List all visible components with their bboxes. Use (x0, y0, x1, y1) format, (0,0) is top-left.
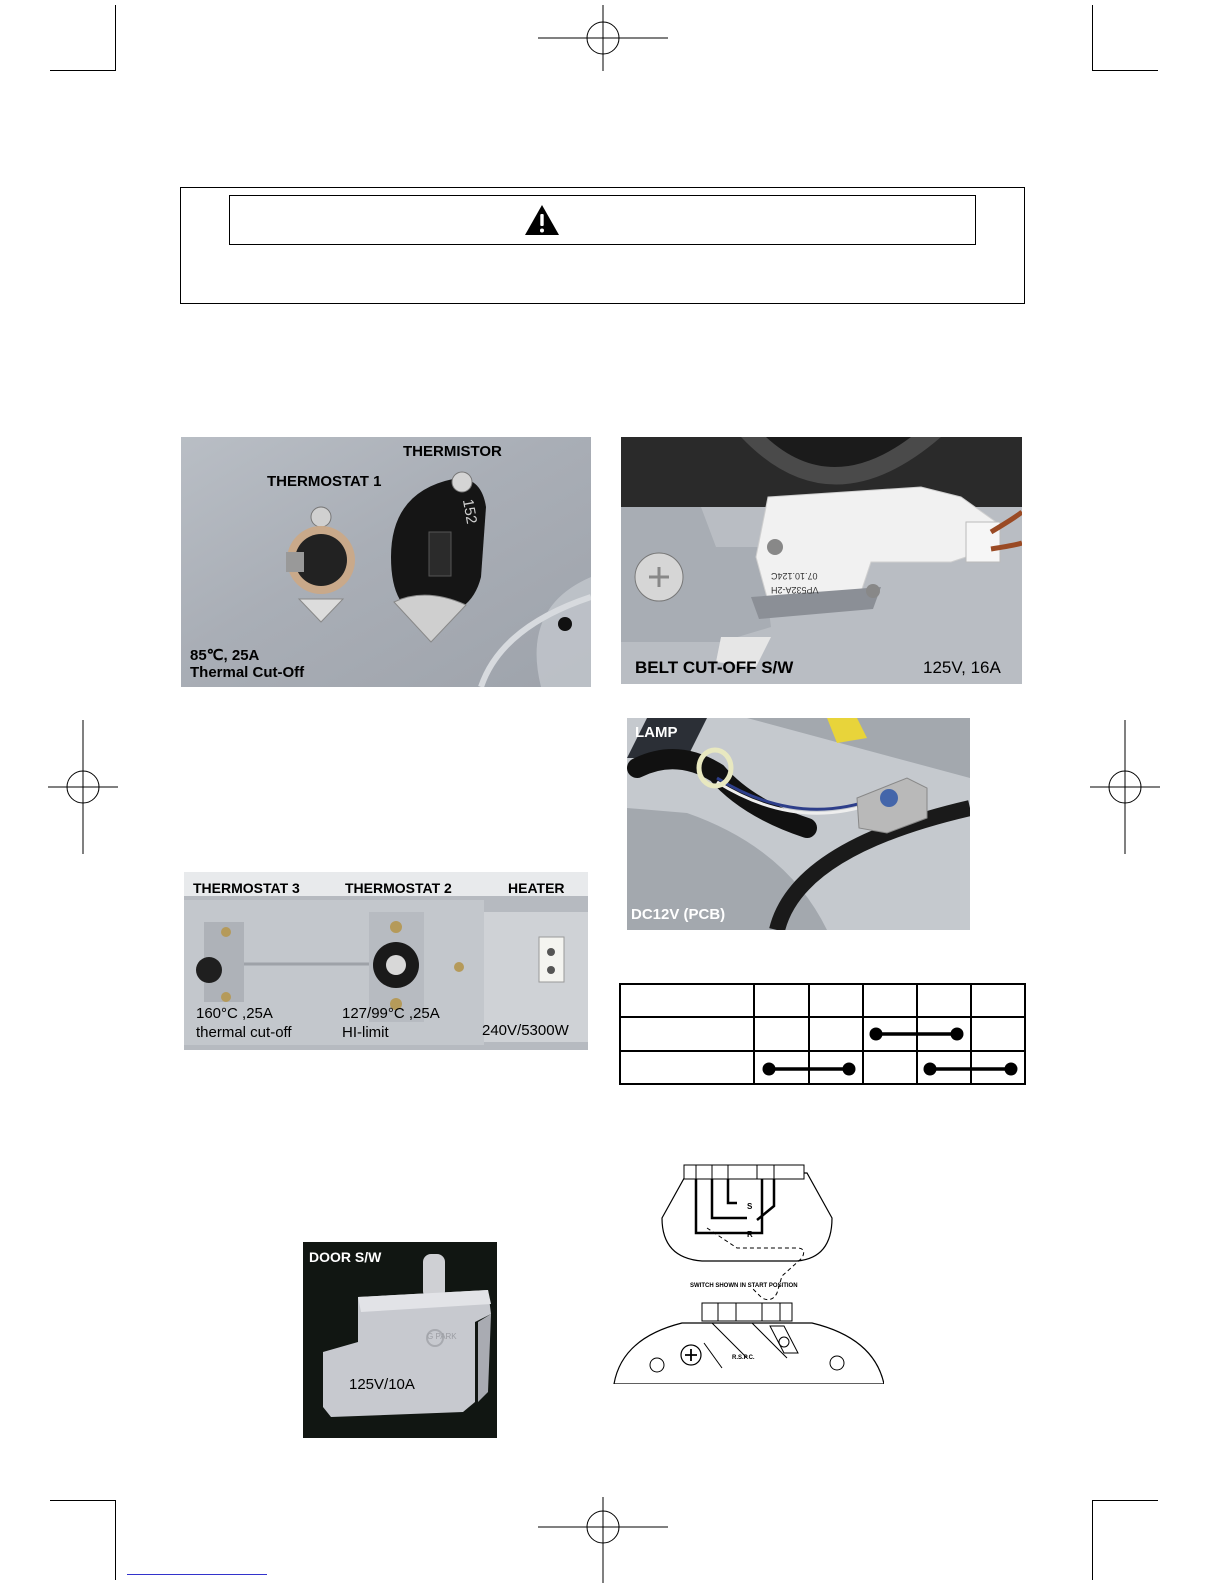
registration-mark-right (1090, 720, 1160, 854)
warning-box (180, 187, 1025, 304)
lamp-photo (627, 718, 970, 930)
heater-photo (184, 872, 588, 1050)
belt-switch-photo (621, 437, 1022, 684)
motor-diagram-rspc-label: R.S.P.C. (732, 1355, 755, 1361)
thermostat2-desc: HI-limit (342, 1024, 389, 1041)
heater-rating: 240V/5300W (482, 1022, 569, 1039)
door-switch-rating: 125V/10A (349, 1376, 415, 1393)
motor-switch-diagram-art (612, 1158, 884, 1384)
lamp-label: LAMP (635, 724, 678, 741)
belt-switch-photo-art (621, 437, 1022, 684)
door-switch-brand: G PARK (427, 1332, 457, 1341)
thermostat3-rating: 160°C ,25A (196, 1005, 273, 1022)
door-switch-photo-art (303, 1242, 497, 1438)
thermistor-label: THERMISTOR (403, 443, 502, 460)
lamp-rating: DC12V (PCB) (631, 906, 726, 923)
belt-switch-title: BELT CUT-OFF S/W (635, 658, 794, 677)
registration-mark-left (48, 720, 118, 854)
thermostat1-desc: Thermal Cut-Off (190, 664, 305, 681)
belt-switch-stamp1: VP532A-2H (771, 585, 819, 595)
thermostat1-label: THERMOSTAT 1 (267, 473, 382, 490)
switch-position-table (619, 983, 1028, 1086)
thermistor-photo (181, 437, 591, 687)
thermostat1-rating: 85℃, 25A (190, 647, 260, 664)
lamp-photo-art (627, 718, 970, 930)
thermostat3-label: THERMOSTAT 3 (193, 880, 300, 896)
belt-switch-stamp2: 07.10.124C (771, 571, 818, 581)
warning-triangle-icon (524, 204, 560, 236)
heater-label: HEATER (508, 880, 565, 896)
thermostat2-rating: 127/99°C ,25A (342, 1005, 440, 1022)
bottom-link-underline (127, 1574, 267, 1575)
door-switch-photo (303, 1242, 497, 1438)
motor-diagram-r-label: R (747, 1230, 753, 1239)
registration-mark-top (536, 5, 670, 71)
belt-switch-rating: 125V, 16A (923, 658, 1001, 677)
motor-diagram-caption: SWITCH SHOWN IN START POSITION (690, 1283, 798, 1289)
warning-header-box (229, 195, 976, 245)
thermostat2-label: THERMOSTAT 2 (345, 880, 452, 896)
thermostat3-desc: thermal cut-off (196, 1024, 292, 1041)
door-switch-label: DOOR S/W (309, 1249, 382, 1265)
registration-mark-bottom (536, 1497, 670, 1583)
motor-switch-diagram (612, 1158, 884, 1384)
thermistor-marking: 152 (458, 497, 481, 526)
motor-diagram-s-label: S (747, 1202, 753, 1211)
